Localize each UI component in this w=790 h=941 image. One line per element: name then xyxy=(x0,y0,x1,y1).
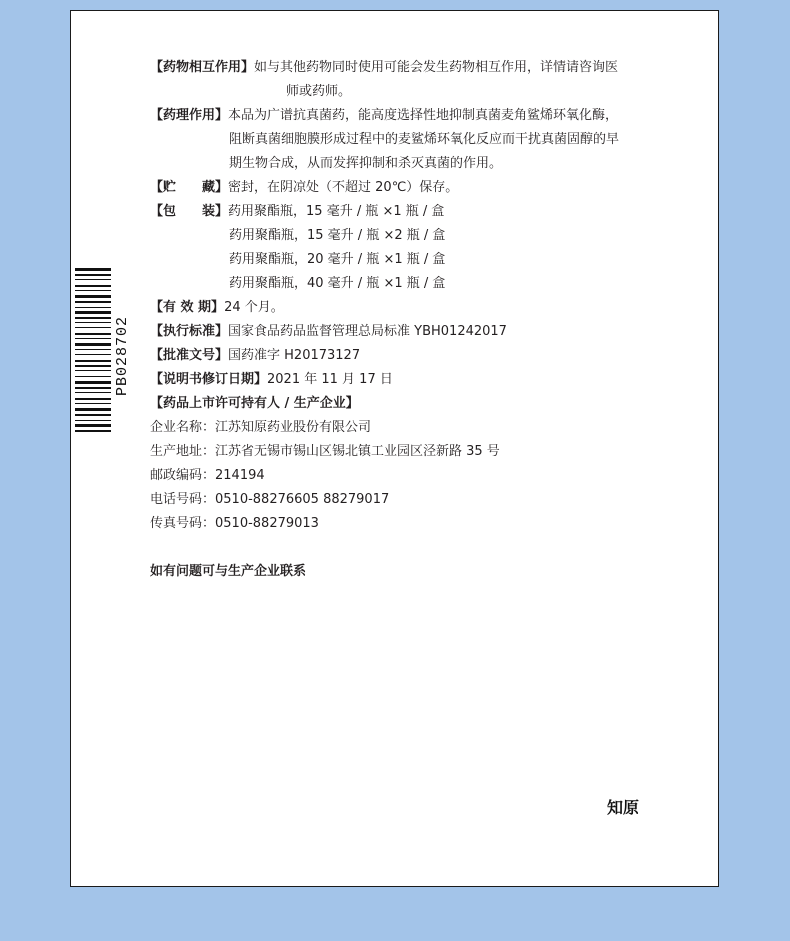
storage-section xyxy=(150,176,690,200)
holder-address: 生产地址：江苏省无锡市锡山区锡北镇工业园区泾新路 35 号 xyxy=(150,444,500,459)
leaflet-content xyxy=(150,56,690,584)
approval-section xyxy=(150,344,690,368)
packaging-label: 【包 装】 xyxy=(150,204,229,219)
interactions-label: 【药物相互作用】 xyxy=(150,60,255,75)
holder-fax: 传真号码：0510-88279013 xyxy=(150,516,319,531)
pharmacology-text-2: 阻断真菌细胞膜形成过程中的麦鲨烯环氧化反应而干扰真菌固醇的早 xyxy=(229,132,620,147)
packaging-item: 药用聚酯瓶，15 毫升 / 瓶 ×1 瓶 / 盒 xyxy=(228,204,445,219)
packaging-item: 药用聚酯瓶，40 毫升 / 瓶 ×1 瓶 / 盒 xyxy=(229,276,446,291)
spacer xyxy=(150,536,690,560)
barcode-bar xyxy=(75,311,111,314)
validity-text: 24 个月。 xyxy=(224,300,284,315)
validity-section xyxy=(150,296,690,320)
barcode-bar xyxy=(75,279,111,280)
holder-fax-row xyxy=(150,512,690,536)
holder-phone: 电话号码：0510-88276605 88279017 xyxy=(150,492,390,507)
barcode-bar xyxy=(75,274,111,276)
barcode-bar xyxy=(75,327,111,328)
approval-text: 国药准字 H20173127 xyxy=(228,348,361,363)
packaging-row xyxy=(150,224,690,248)
barcode-bar xyxy=(75,307,111,308)
barcode-bar xyxy=(75,398,111,400)
barcode-bar xyxy=(75,285,111,287)
barcode-bar xyxy=(75,360,111,362)
pharmacology-continuation-2 xyxy=(150,152,690,176)
barcode-bar xyxy=(75,403,111,404)
packaging-row xyxy=(150,272,690,296)
barcode-bar xyxy=(75,376,111,377)
barcode-bar xyxy=(75,424,111,427)
revision-label: 【说明书修订日期】 xyxy=(150,372,268,387)
pharmacology-section xyxy=(150,104,690,128)
standard-text: 国家食品药品监督管理总局标准 YBH01242017 xyxy=(228,324,507,339)
barcode-bar xyxy=(75,414,111,416)
interactions-continuation xyxy=(150,80,690,104)
holder-postcode-row xyxy=(150,464,690,488)
barcode-bar xyxy=(75,343,111,346)
barcode xyxy=(75,268,111,434)
barcode-bar xyxy=(75,322,111,323)
holder-postcode: 邮政编码：214194 xyxy=(150,468,265,483)
barcode-bar xyxy=(75,301,111,303)
barcode-bar xyxy=(75,295,111,298)
packaging-item: 药用聚酯瓶，15 毫升 / 瓶 ×2 瓶 / 盒 xyxy=(229,228,446,243)
holder-phone-row xyxy=(150,488,690,512)
barcode-bar xyxy=(75,317,111,319)
contact-note-row xyxy=(150,560,690,584)
barcode-bar xyxy=(75,381,111,384)
barcode-bar xyxy=(75,290,111,291)
brand-name: 知原 xyxy=(607,798,640,817)
interactions-section xyxy=(150,56,690,80)
packaging-section xyxy=(150,200,690,224)
revision-text: 2021 年 11 月 17 日 xyxy=(267,372,393,387)
barcode-bar xyxy=(75,338,111,339)
barcode-bar xyxy=(75,420,111,421)
pharmacology-label: 【药理作用】 xyxy=(150,108,229,123)
barcode-bar xyxy=(75,354,111,355)
storage-text: 密封，在阴凉处（不超过 20℃）保存。 xyxy=(228,180,459,195)
standard-section xyxy=(150,320,690,344)
holder-address-row xyxy=(150,440,690,464)
pharmacology-text-1: 本品为广谱抗真菌药，能高度选择性地抑制真菌麦角鲨烯环氧化酶， xyxy=(228,108,619,123)
approval-label: 【批准文号】 xyxy=(150,348,229,363)
interactions-text-2: 师或药师。 xyxy=(286,84,352,99)
holder-company-row xyxy=(150,416,690,440)
barcode-number: PB028702 xyxy=(114,315,131,396)
holder-company: 企业名称：江苏知原药业股份有限公司 xyxy=(150,420,372,435)
holder-label: 【药品上市许可持有人 / 生产企业】 xyxy=(150,396,359,411)
storage-label: 【贮 藏】 xyxy=(150,180,229,195)
pharmacology-continuation-1 xyxy=(150,128,690,152)
revision-section xyxy=(150,368,690,392)
barcode-bar xyxy=(75,430,111,432)
packaging-item: 药用聚酯瓶，20 毫升 / 瓶 ×1 瓶 / 盒 xyxy=(229,252,446,267)
barcode-bar xyxy=(75,370,111,371)
barcode-bar xyxy=(75,387,111,389)
barcode-bar xyxy=(75,408,111,411)
barcode-bar xyxy=(75,333,111,335)
interactions-text-1: 如与其他药物同时使用可能会发生药物相互作用，详情请咨询医 xyxy=(254,60,619,75)
barcode-bar xyxy=(75,365,111,367)
contact-note: 如有问题可与生产企业联系 xyxy=(150,564,307,579)
packaging-row xyxy=(150,248,690,272)
barcode-bar xyxy=(75,349,111,350)
pharmacology-text-3: 期生物合成，从而发挥抑制和杀灭真菌的作用。 xyxy=(229,156,503,171)
validity-label: 【有 效 期】 xyxy=(150,300,225,315)
holder-section xyxy=(150,392,690,416)
barcode-bar xyxy=(75,268,111,271)
standard-label: 【执行标准】 xyxy=(150,324,229,339)
barcode-bar xyxy=(75,392,111,393)
